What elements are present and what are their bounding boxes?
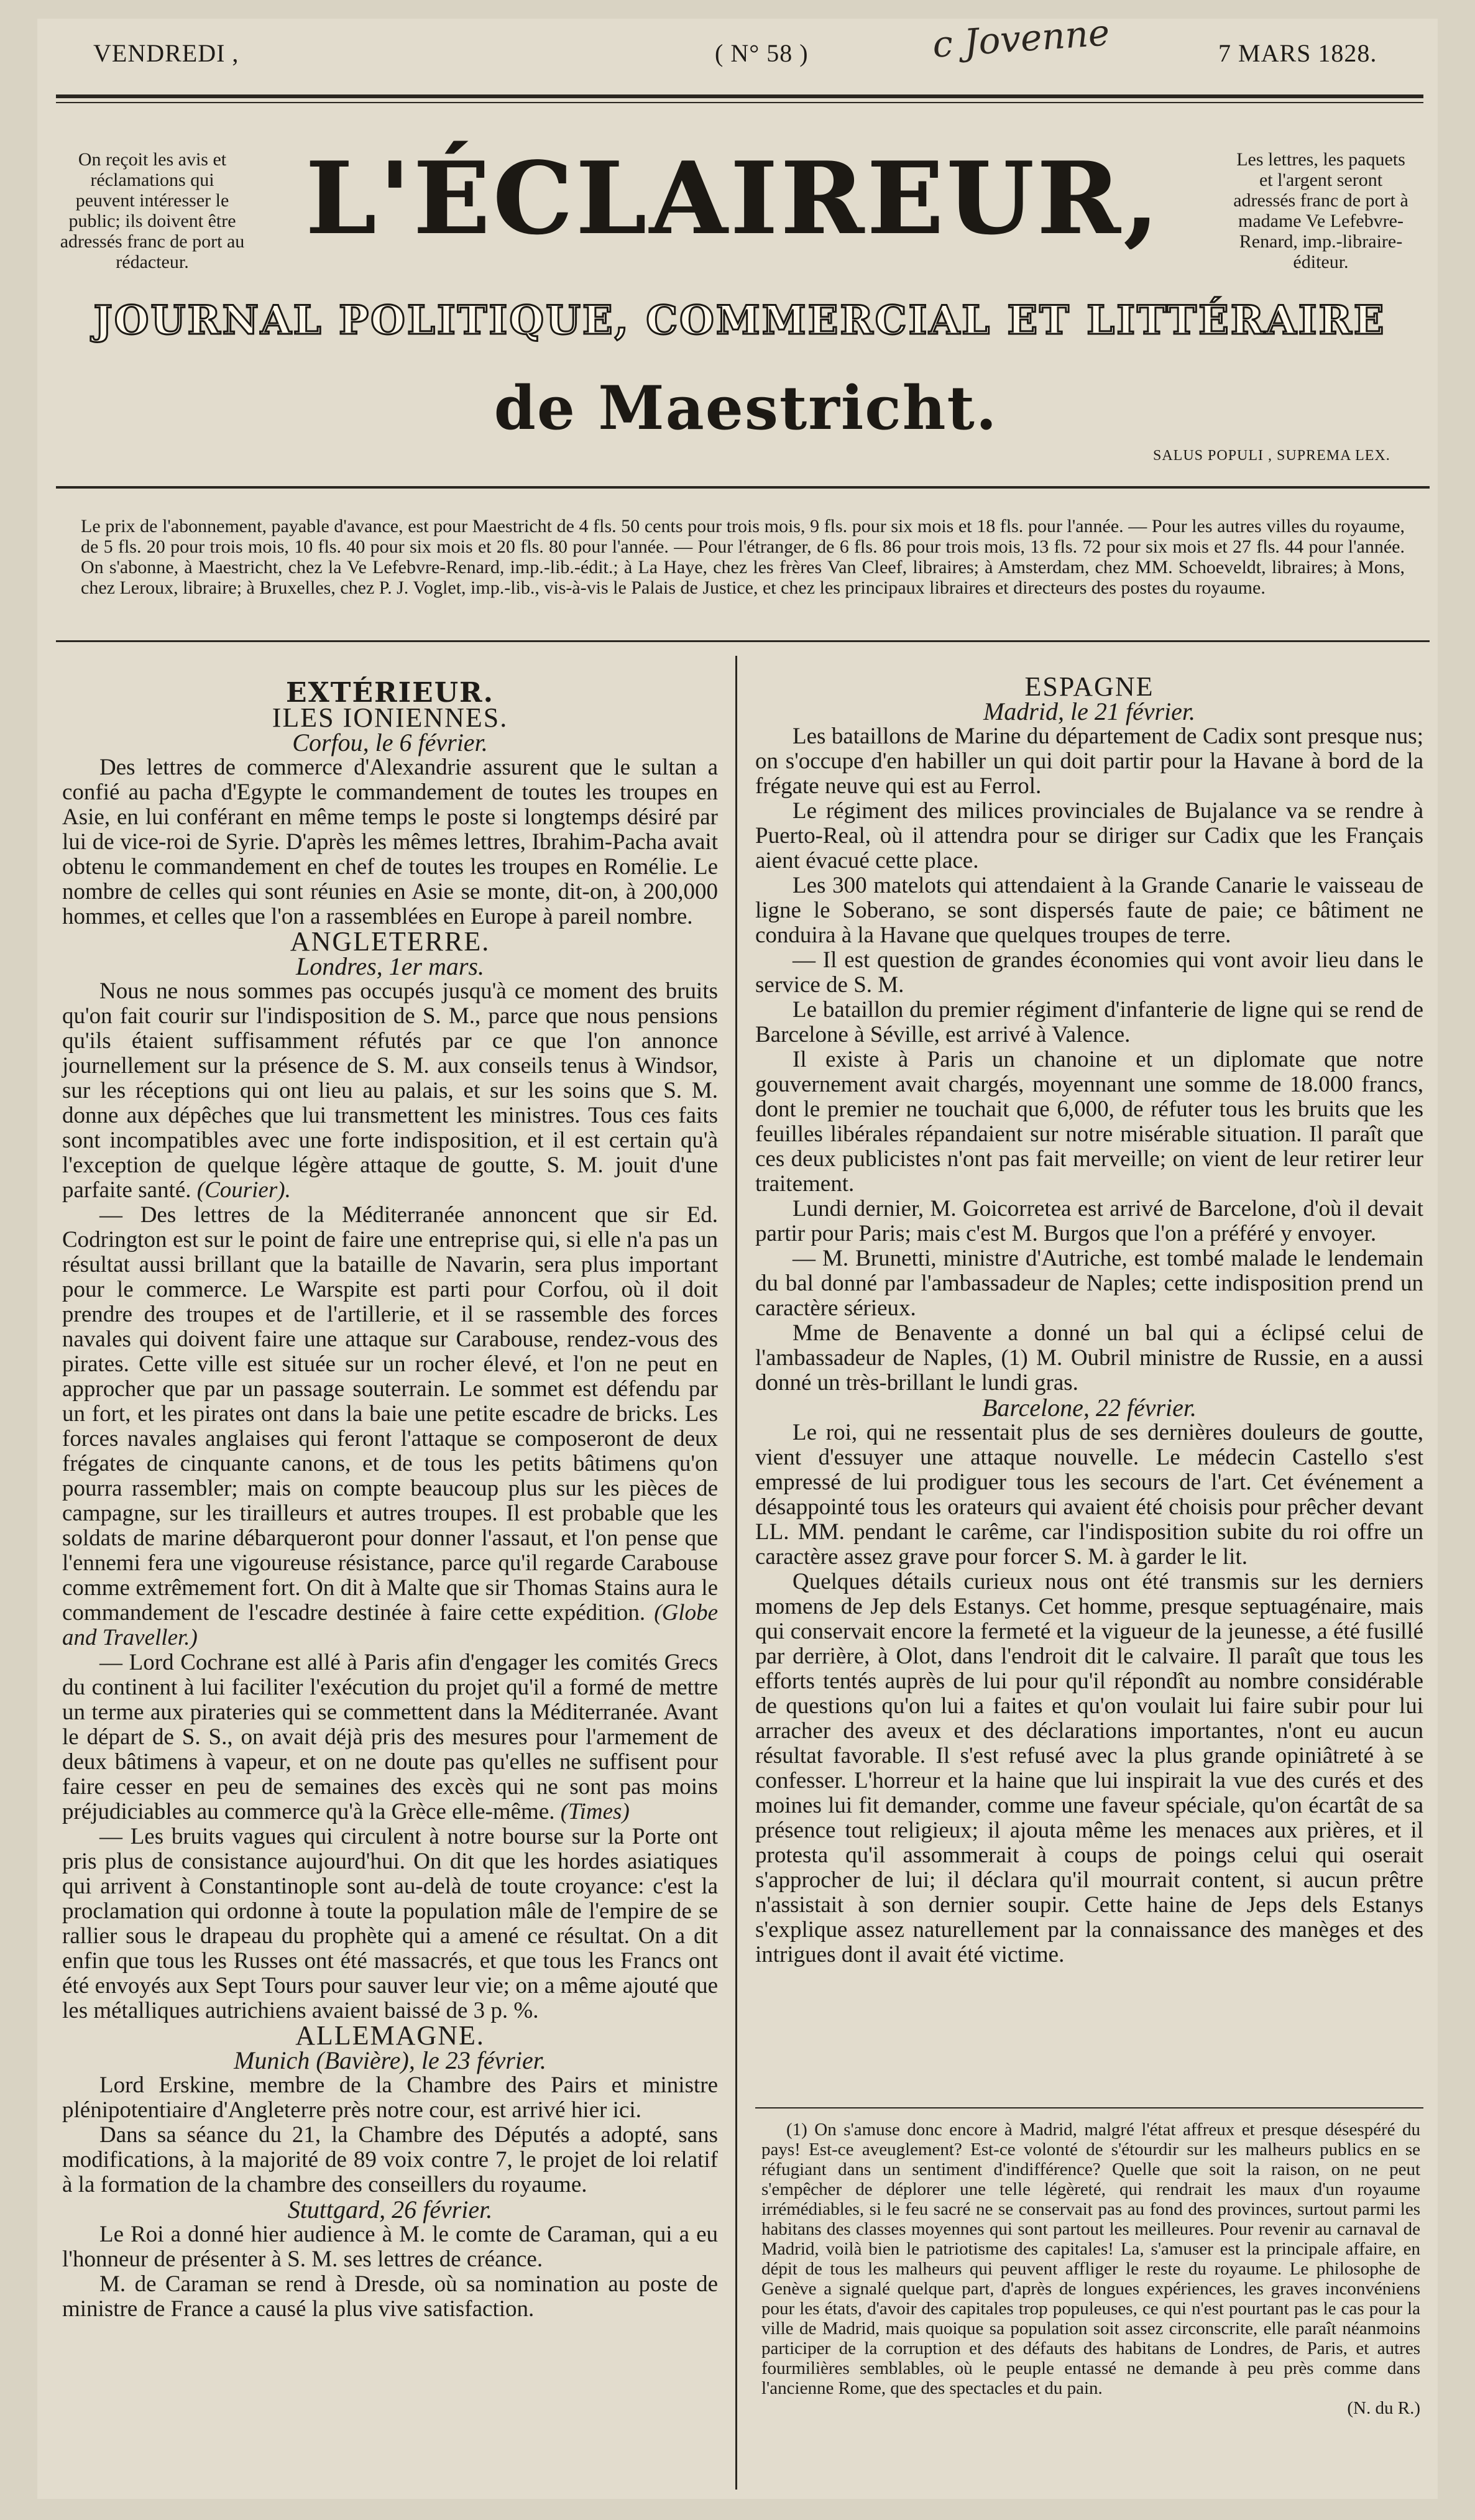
heading-espagne: ESPAGNE [1024,671,1154,702]
source-globe: (Globe and Traveller.) [62,1600,718,1650]
masthead-rule [56,486,1430,489]
column-divider [735,656,737,2490]
footnote-text: (1) On s'amuse donc encore à Madrid, malgré l'état affreux et presque désespéré du pays! Est-ce aveuglement? Est-ce volonté de s'étourdir sur les malheurs publics en se réfugiant dans un sentiment d'indifférence? Quelle que soit la raison, on ne peut s'empêcher de déplorer une telle légèreté, qui rendrait les maux d'un royaume irrémédiables, si le feu sacré ne se conservait pas au fond des provinces, surtout parmi les habitans des classes moyennes qui sont partout les meilleures. Pour revenir au carnaval de Madrid, voilà bien le patriotisme des capitales! La, s'amuser est la principale affaire, en dépit de tous les malheurs qui peuvent affliger le reste du royaume. Le philosophe de Genève a signalé quelque part, d'après de longues expériences, les graves inconvéniens pour les états, d'avoir des capitales trop populeuses, ce qui n'est pourtant pas le cas pour la ville de Madrid, mais quoique sa population soit assez circonscrite, elle paraît néanmoins participer de la corruption et des défauts des habitans de Londres, de Paris, et autres fourmilières semblables, où le peuple entassé ne demande à peu près comme dans l'ancienne Rome, que des spectacles et du pain. [761,2120,1420,2398]
article-paragraph: Le régiment des milices provinciales de Bujalance va se rendre à Puerto-Real, où il attendra pour se diriger sur Cadix que les Français aient évacué cette place. [755,798,1423,873]
article-paragraph [62,979,718,1203]
subscription-notice: Le prix de l'abonnement, payable d'avance, est pour Maestricht de 4 fls. 50 cents pour trois mois, 9 fls. pour six mois et 18 fls. pour l'année. — Pour les autres villes du royaume, de 5 fls. 20 pour trois mois, 10 fls. 40 pour six mois et 20 fls. 80 pour l'année. — Pour l'étranger, de 6 fls. 86 pour trois mois, 13 fls. 72 pour six mois et 27 fls. 44 pour l'année. On s'abonne, à Maestricht, chez la Ve Lefebvre-Renard, imp.-lib.-édit.; à La Haye, chez les frères Van Cleef, libraires; à Amsterdam, chez MM. Schoeveldt, libraires; à Mons, chez Leroux, libraire; à Bruxelles, chez P. J. Voglet, imp.-lib., vis-à-vis le Palais de Justice, et chez les principaux libraires et directeurs des postes du royaume. [81,516,1405,598]
dateline-barcelone: Barcelone, 22 février. [981,1394,1197,1422]
paragraph-text: Nous ne nous sommes pas occupés jusqu'à ce moment des bruits qu'on fait courir sur l'indisposition de S. M., parce que nous pensions qu'ils étaient suffisamment réfutés par ce que l'on annonce journellement sur la présence de S. M. aux conseils tenus à Windsor, sur les réceptions qui ont lieu au palais, et sur les soins que S. M. donne aux dépêches que lui transmettent les ministres. Tous ces faits sont incompatibles avec une forte indisposition, et il est certain qu'à l'exception de quelque légère attaque de goutte, S. M. jouit d'une parfaite santé. [62,978,718,1203]
issue-date: 7 MARS 1828. [1218,39,1377,67]
article-paragraph: Lord Erskine, membre de la Chambre des Pairs et ministre plénipotentiaire d'Angleterre près notre cour, est arrivé hier ici. [62,2072,718,2123]
article-paragraph: Les 300 matelots qui attendaient à la Grande Canarie le vaisseau de ligne le Soberano, se sont dispersés faute de paie; ce bâtiment ne conduira à la Havane que quelques troupes de terre. [755,873,1423,948]
dateline-corfou: Corfou, le 6 février. [292,729,488,756]
source-courier: (Courier). [196,1177,291,1203]
article-paragraph: — Les bruits vagues qui circulent à notre bourse sur la Porte ont pris plus de consistance aujourd'hui. On dit que les hordes asiatiques qui arrivent à Constantinople sont au-delà de toute croyance: c'est la proclamation qui ordonne à toute la population mâle de l'empire de se rallier sous le drapeau du prophète qui a amené ce résultat. On a dit enfin que tous les Russes ont été massacrés, et que tous les Francs ont été envoyés aux Sept Tours pour sauver leur vie; on a même ajouté que les métalliques autrichiens avaient baissé de 3 p. %. [62,1824,718,2023]
heading-iles-ioniennes: ILES IONIENNES. [272,702,508,733]
top-rule [56,94,1423,98]
motto: SALUS POPULI , SUPREMA LEX. [1153,448,1390,464]
source-times: (Times) [560,1799,630,1824]
article-paragraph: — Il est question de grandes économies qui vont avoir lieu dans le service de S. M. [755,947,1423,998]
right-column [755,671,1423,1967]
paragraph-text: — Des lettres de la Méditerranée annoncent que sir Ed. Codrington est sur le point de faire une entreprise qui, si elle n'a pas un résultat aussi brillant que la bataille de Navarin, sera plus important pour le commerce. Le Warspite est parti pour Corfou, où il doit prendre des troupes et de l'artillerie, et il se rassemble des forces navales qui doivent faire une attaque sur Carabouse, rendez-vous des pirates. Cette ville est située sur un rocher élevé, et l'on ne peut en approcher que par un passage souterrain. Le sommet est défendu par un fort, et les pirates ont dans la baie une petite escadre de bricks. Les forces navales anglaises qui feront l'attaque se composeront de deux frégates de cinquante canons, et de tous les petits bâtimens qu'on pourra rassembler; mais on compte beaucoup plus sur les pièces de campagne, sur les tirailleurs et autres troupes. Il est probable que les soldats de marine débarqueront pour donner l'assaut, et l'on pense que l'ennemi fera une vigoureuse résistance, parce qu'il regarde Carabouse comme extrêmement fort. On dit à Malte que sir Thomas Stains aura le commandement de l'escadre destinée à faire cette expédition. [62,1202,718,1626]
article-paragraph: Les bataillons de Marine du département de Cadix sont presque nus; on s'occupe d'en habiller un qui doit partir pour la Havane à bord de la frégate neuve qui est au Ferrol. [755,724,1423,799]
top-rule-thin [56,102,1423,103]
newspaper-city: de Maestricht. [494,373,998,443]
heading-angleterre: ANGLETERRE. [290,926,490,957]
dateline-munich: Munich (Bavière), le 23 février. [234,2046,546,2074]
footnote-signature: (N. du R.) [1347,2398,1420,2418]
article-paragraph: M. de Caraman se rend à Dresde, où sa nomination au poste de ministre de France a causé la plus vive satisfaction. [62,2271,718,2322]
newspaper-title: L'ÉCLAIREUR, [305,140,1162,257]
article-paragraph: Dans sa séance du 21, la Chambre des Députés a adopté, sans modifications, à la majorité de 89 voix contre 7, le projet de loi relatif à la formation de la chambre des conseillers du royaume. [62,2122,718,2197]
article-paragraph: Il existe à Paris un chanoine et un diplomate que notre gouvernement avait chargés, moyennant une somme de 18.000 francs, dont le premier ne touchait que 6,000, de réfuter tous les bruits que les feuilles libérales répandaient sur notre misérable situation. Il paraît que ces deux publicistes n'ont pas fait merveille; on vient de leur retirer leur traitement. [755,1047,1423,1197]
article-paragraph: — M. Brunetti, ministre d'Autriche, est tombé malade le lendemain du bal donné par l'ambassadeur de Naples; cette indisposition prend un caractère sérieux. [755,1246,1423,1321]
footnote-rule [755,2107,1423,2108]
dateline-madrid: Madrid, le 21 février. [983,697,1196,725]
dateline-londres: Londres, 1er mars. [296,952,484,980]
issue-day: VENDREDI , [93,39,239,67]
article-paragraph: Des lettres de commerce d'Alexandrie assurent que le sultan a confié au pacha d'Egypte le commandement de toutes les troupes en Asie, en lui conférant en même temps le poste si longtemps désiré par lui de vice-roi de Syrie. D'après les mêmes lettres, Ibrahim-Pacha avait obtenu le commandement en chef de toutes les troupes en Romélie. Le nombre de celles qui sont réunies en Asie se monte, dit-on, à 200,000 hommes, et celles que l'on a rassemblées en Europe à pareil nombre. [62,755,718,929]
article-paragraph: Lundi dernier, M. Goicorretea est arrivé de Barcelone, d'où il devait partir pour Paris; mais c'est M. Burgos que l'on a préféré y envoyer. [755,1196,1423,1246]
footnote [761,2120,1420,2418]
left-column [62,677,718,2322]
issue-number: ( N° 58 ) [715,39,809,67]
article-paragraph: Quelques détails curieux nous ont été transmis sur les derniers momens de Jep dels Estanys. Cet homme, presque septuagénaire, mais qui conservait encore la fermeté et la vigueur de la jeunesse, a été fusillé par derrière, à Olot, dans l'endroit dit le calvaire. Il paraît que tous les efforts tentés auprès de lui pour qu'il répondît au nombre considérable de questions qu'on lui a faites et qu'on voulait lui faire subir pour lui arracher des aveux et des déclarations importantes, n'ont eu aucun résultat favorable. Il s'est refusé avec la plus grande opiniâtreté à se confesser. L'horreur et la haine que lui inspirait la vue des curés et des moines lui fit demander, comme une faveur spéciale, qu'on écartât de sa présence tout religieux; il ajouta même les menaces aux prières, et il protesta qu'il assommerait à coups de poings celui qui oserait s'approcher de lui; il déclara qu'il mourrait content, si aucun prêtre n'assistait à son dernier soupir. Cette haine de Jeps dels Estanys s'explique assez naturellement par la connaissance des manèges et des intrigues dont il avait été victime. [755,1569,1423,1967]
article-paragraph: Le Roi a donné hier audience à M. le comte de Caraman, qui a eu l'honneur de présenter à S. M. ses lettres de créance. [62,2222,718,2272]
dateline-stuttgard: Stuttgard, 26 février. [287,2196,493,2223]
handwritten-annotation: c Jovenne [930,11,1111,66]
heading-allemagne: ALLEMAGNE. [295,2020,485,2051]
newspaper-subtitle: JOURNAL POLITIQUE, COMMERCIAL ET LITTÉRAIRE [93,297,1386,344]
section-heading-exterieur: EXTÉRIEUR. [286,677,494,709]
article-paragraph [62,1203,718,1650]
subscription-rule [56,640,1430,642]
article-paragraph: Le bataillon du premier régiment d'infanterie de ligne qui se rend de Barcelone à Séville, est arrivé à Valence. [755,997,1423,1047]
article-paragraph [62,1650,718,1824]
left-notice: On reçoit les avis et réclamations qui peuvent intéresser le public; ils doivent être adressés franc de port au rédacteur. [60,149,245,272]
article-paragraph: Le roi, qui ne ressentait plus de ses dernières douleurs de goutte, vient d'essuyer une attaque nouvelle. Le médecin Castello s'est empressé de lui prodiguer tous les secours de l'art. Cet événement a désappointé tous les orateurs qui avaient été choisis pour prêcher devant LL. MM. pendant le carême, car l'indisposition subite du roi offre un caractère assez grave pour forcer S. M. à garder le lit. [755,1420,1423,1570]
paragraph-text: — Lord Cochrane est allé à Paris afin d'engager les comités Grecs du continent à lui faciliter l'exécution du projet qu'il a formé de mettre un terme aux pirateries qui se commettent dans la Méditerranée. Avant le départ de S. S., on avait déjà pris des mesures pour l'armement de deux bâtimens à vapeur, et on ne doute pas qu'elles ne suffisent pour faire cesser en peu de semaines des excès qui ne sont pas moins préjudiciables au commerce qu'à la Grèce elle-même. [62,1650,718,1824]
right-notice: Les lettres, les paquets et l'argent seront adressés franc de port à madame Ve Lefebvre-Renard, imp.-libraire-éditeur. [1233,149,1408,272]
article-paragraph: Mme de Benavente a donné un bal qui a éclipsé celui de l'ambassadeur de Naples, (1) M. Oubril ministre de Russie, en a aussi donné un très-brillant le lundi gras. [755,1320,1423,1396]
